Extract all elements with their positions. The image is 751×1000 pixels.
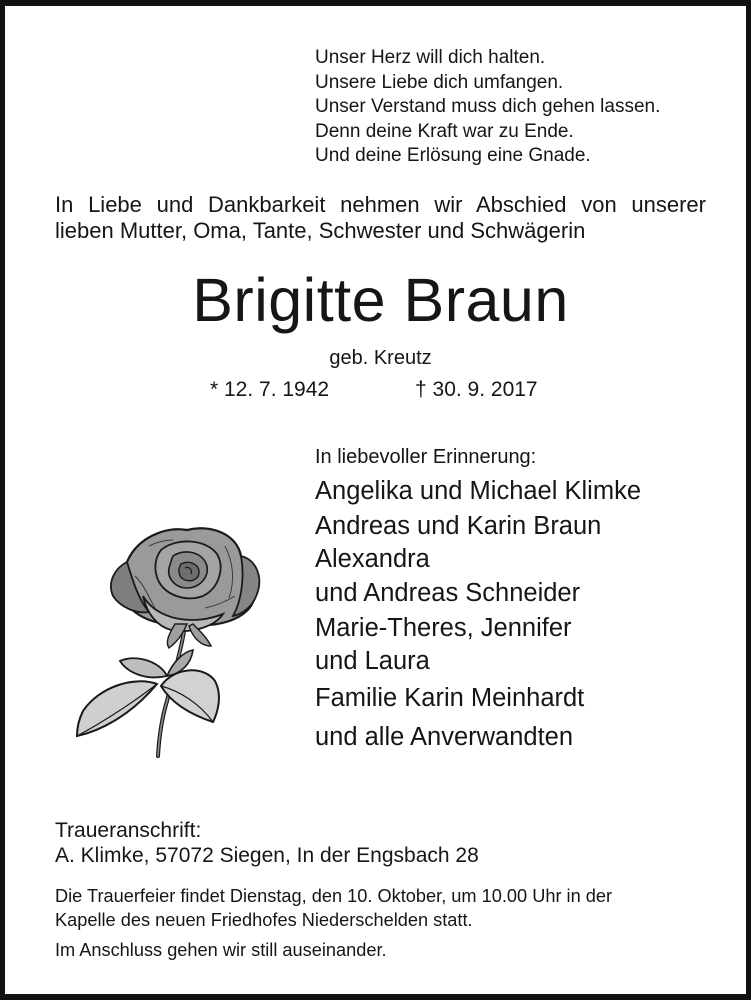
closing-note: Im Anschluss gehen wir still auseinander. <box>55 940 387 960</box>
poem-line: Denn deine Kraft war zu Ende. <box>315 120 574 142</box>
maiden-name: geb. Kreutz <box>329 347 432 369</box>
intro-line-2: lieben Mutter, Oma, Tante, Schwester und Schwägerin <box>55 218 586 243</box>
mourner-line: und alle Anverwandten <box>315 723 574 751</box>
rose-icon <box>65 516 275 761</box>
poem-line: Unsere Liebe dich umfangen. <box>315 71 564 93</box>
poem-line: Unser Verstand muss dich gehen lassen. <box>315 96 661 117</box>
intro-text <box>55 192 706 244</box>
intro-line-1: In Liebe und Dankbarkeit nehmen wir Abschied von unserer <box>55 192 706 217</box>
mourner-line: Alexandra <box>315 545 430 573</box>
poem <box>315 46 660 169</box>
poem-line: Unser Herz will dich halten. <box>315 47 546 68</box>
mourner-line: Angelika und Michael Klimke <box>315 477 641 505</box>
mourner-line: Marie-Theres, Jennifer <box>315 614 572 642</box>
service-line-2: Kapelle des neuen Friedhofes Niederschelden statt. <box>55 910 473 930</box>
mourner-line: und Laura <box>315 647 430 675</box>
address-value: A. Klimke, 57072 Siegen, In der Engsbach 28 <box>55 844 479 867</box>
death-date: † 30. 9. 2017 <box>415 378 538 401</box>
deceased-name: Brigitte Braun <box>192 266 569 334</box>
service-line-1: Die Trauerfeier findet Dienstag, den 10. Oktober, um 10.00 Uhr in der <box>55 886 613 906</box>
mourner-line: Familie Karin Meinhardt <box>315 684 585 712</box>
service-info <box>55 884 612 932</box>
poem-line: Und deine Erlösung eine Gnade. <box>315 145 591 166</box>
memory-heading: In liebevoller Erinnerung: <box>315 446 537 468</box>
mourners-list <box>315 474 641 756</box>
mourner-line: Andreas und Karin Braun <box>315 512 602 540</box>
birth-date: * 12. 7. 1942 <box>210 378 330 401</box>
address-label: Traueranschrift: <box>55 819 202 842</box>
mourner-line: und Andreas Schneider <box>315 579 581 607</box>
